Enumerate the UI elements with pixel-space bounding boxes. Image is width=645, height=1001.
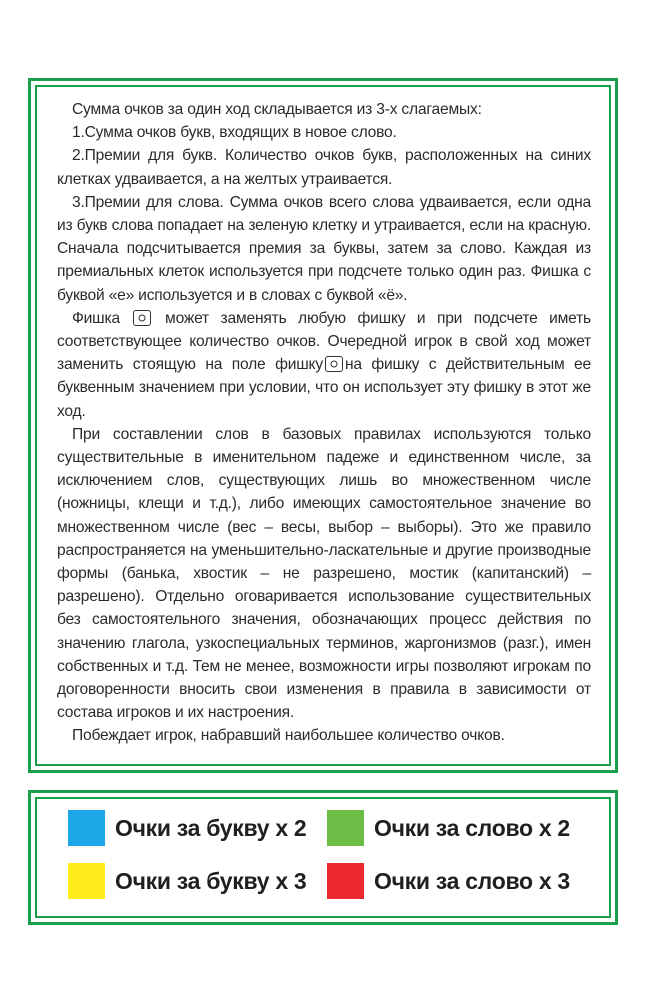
blank-tile-icon [325,356,343,372]
rules-paragraph-word-rules: При составлении слов в базовых правилах используются только существительные в именительном падеже и единственном числе, за исключением слов, существующих лишь во множественном числе (ножницы, клещи и т.д.), либо имеющих самостоятельное значение во множественном числе (вес – весы, выбор – выборы). Это же правило распространяется на уменьшительно-ласкательные и другие производные формы (банька, хвостик – не разрешено, мостик (капитанский) – разрешено). Отдельно оговаривается использование существительных без самостоятельного значения, обозначающих процесс действия по значению глагола, узкоспециальных терминов, жаргонизмов (разг.), имен собственных и т.д. Тем не менее, возможности игры позволяют игрокам по договоренности вносить свои изменения в правила в зависимости от состава игроков и их настроения. [57,425,591,722]
blank-tile-icon [133,310,151,326]
yellow-swatch [68,863,105,899]
blank-tile-text-a: Фишка [72,309,120,327]
rules-text-block [57,98,591,748]
legend-label-green: Очки за слово х 2 [374,814,570,841]
legend-label-blue: Очки за букву х 2 [115,814,307,841]
blank-tile-text-b: может заменять любую фишку и при подсчете иметь соответствующее количество очков. Очередной игрок в свой ход может заменить стоящую на поле фишку [57,309,591,374]
rules-paragraph-intro: Сумма очков за один ход складывается из 3-х слагаемых: [72,101,482,118]
red-swatch [327,863,364,899]
rules-paragraph-blank-tile [57,307,591,423]
rules-paragraph-letter-bonus: 2.Премии для букв. Количество очков букв, расположенных на синих клетках удваивается, а на желтых утраивается. [57,147,591,188]
rules-paragraph-winner: Побеждает игрок, набравший наибольшее количество очков. [72,727,505,745]
rules-paragraph-word-bonus: 3.Премии для слова. Сумма очков всего слова удваивается, если одна из букв слова попадает на зеленую клетку и утраивается, если на красную. Сначала подсчитывается премия за буквы, затем за слово. Каждая из премиальных клеток используется при подсчете только один раз. Фишка с буквой «е» используется и в словах с буквой «ё». [57,193,591,304]
legend-item-yellow [68,863,306,899]
legend-item-blue [68,810,306,846]
blank-tile-text-c: на фишку с действительным ее буквенным значением при условии, что он использует эту фишку в этот же ход. [57,356,591,420]
green-swatch [327,810,364,846]
blue-swatch [68,810,105,846]
legend-label-yellow: Очки за букву х 3 [115,867,307,894]
legend-item-red [327,863,570,899]
legend-item-green [327,810,570,846]
rules-paragraph-letters-sum: 1.Сумма очков букв, входящих в новое слово. [72,124,397,142]
legend-label-red: Очки за слово х 3 [374,867,570,894]
